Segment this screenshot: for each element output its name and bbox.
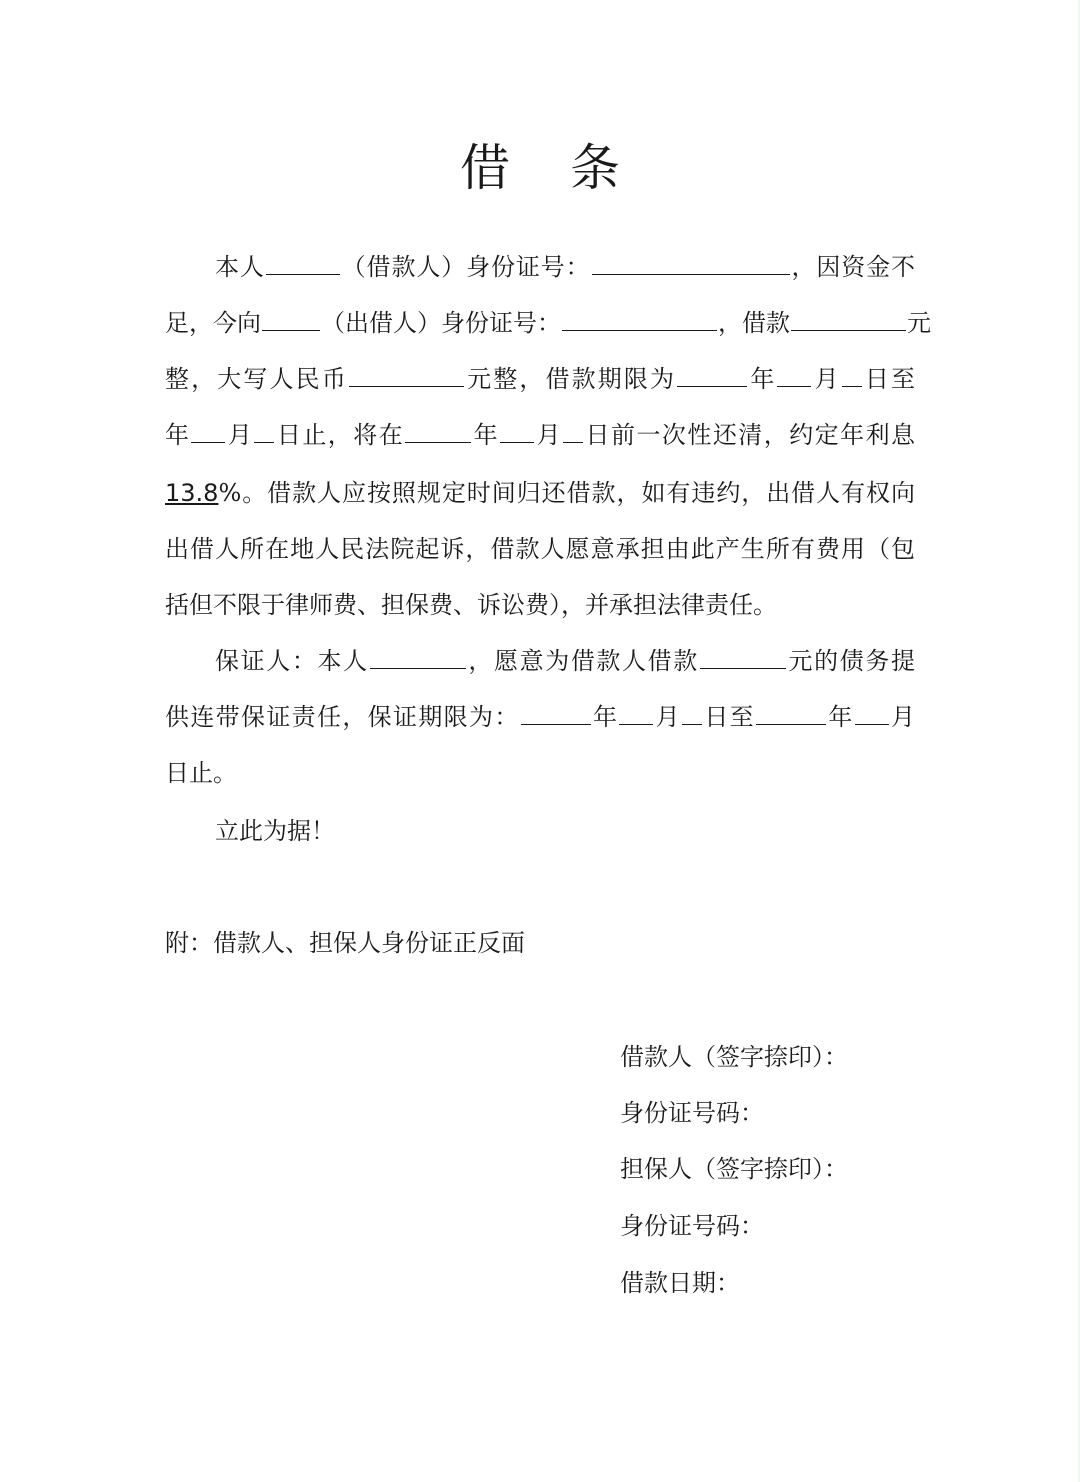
blank-guarantor-name	[370, 646, 466, 669]
signature-borrower-id: 身份证号码：	[620, 1099, 764, 1127]
text: 元	[907, 309, 931, 337]
blank-lender-id	[562, 308, 717, 331]
text: 月	[654, 703, 682, 731]
blank-start-month	[777, 364, 811, 387]
blank-lender-name	[262, 308, 320, 331]
text: 年	[165, 421, 191, 449]
text: 日止，将在	[275, 421, 405, 449]
text: 本人	[215, 253, 265, 281]
text: 月	[889, 703, 916, 731]
text: 整，大写人民币	[165, 365, 348, 393]
text: 月	[812, 365, 841, 393]
blank-end-day	[254, 420, 274, 443]
blank-guarantee-end-year	[756, 702, 826, 725]
text: 年	[827, 703, 854, 731]
blank-guarantee-end-month	[855, 702, 889, 725]
blank-borrower-id	[592, 252, 790, 275]
signature-guarantor: 担保人（签字捺印）：	[620, 1155, 848, 1183]
signature-loan-date: 借款日期：	[620, 1269, 740, 1297]
paragraph-1-line-2	[165, 306, 931, 340]
interest-rate: 13.8	[165, 479, 219, 507]
text: 元的债务提	[786, 647, 916, 675]
text: （借款人）身份证号：	[340, 253, 591, 281]
text: 年	[748, 365, 777, 393]
blank-guarantee-start-day	[682, 702, 702, 725]
paragraph-2-line-3: 日止。	[165, 759, 237, 787]
text: 月	[535, 421, 563, 449]
blank-loan-amount	[791, 308, 906, 331]
attachment-note: 附：借款人、担保人身份证正反面	[165, 929, 525, 957]
blank-repay-year	[405, 420, 471, 443]
text: 年	[591, 703, 619, 731]
paragraph-1-line-3	[165, 362, 915, 396]
text: 月	[226, 421, 254, 449]
text: 元整，借款期限为	[464, 365, 677, 393]
text: 日至	[703, 703, 756, 731]
text: ，愿意为借款人借款	[466, 647, 699, 675]
text: 保证人：本人	[215, 647, 369, 675]
document-title: 借 条	[460, 139, 642, 197]
blank-borrower-name	[266, 252, 340, 275]
text: 日至	[862, 365, 916, 393]
text: ，因资金不	[790, 253, 916, 281]
closing-statement: 立此为据！	[215, 817, 335, 845]
text: （出借人）身份证号：	[321, 309, 561, 337]
text: 年	[472, 421, 500, 449]
paragraph-1-line-1	[165, 250, 915, 284]
signature-guarantor-id: 身份证号码：	[620, 1212, 764, 1240]
blank-start-year	[677, 364, 747, 387]
text: 供连带保证责任，保证期限为：	[165, 703, 520, 731]
signature-borrower: 借款人（签字捺印）：	[620, 1043, 848, 1071]
blank-repay-month	[500, 420, 534, 443]
paragraph-1-line-6: 出借人所在地人民法院起诉，借款人愿意承担由此产生所有费用（包	[165, 535, 915, 563]
text: ，借款	[718, 309, 790, 337]
text: %。借款人应按照规定时间归还借款，如有违约，出借人有权向	[218, 479, 915, 507]
paragraph-1-line-5	[165, 476, 915, 510]
paragraph-1-line-4	[165, 418, 915, 452]
paragraph-2-line-1	[165, 644, 915, 678]
blank-amount-in-words	[349, 364, 464, 387]
blank-guarantee-start-year	[521, 702, 591, 725]
text: 足，今向	[165, 309, 261, 337]
paragraph-1-line-7: 括但不限于律师费、担保费、诉讼费），并承担法律责任。	[165, 591, 777, 619]
blank-start-day	[842, 364, 862, 387]
blank-end-month	[191, 420, 225, 443]
paragraph-2-line-2	[165, 700, 915, 734]
blank-repay-day	[563, 420, 583, 443]
text: 日前一次性还清，约定年利息	[584, 421, 916, 449]
blank-guarantee-amount	[700, 646, 786, 669]
blank-guarantee-start-month	[619, 702, 653, 725]
